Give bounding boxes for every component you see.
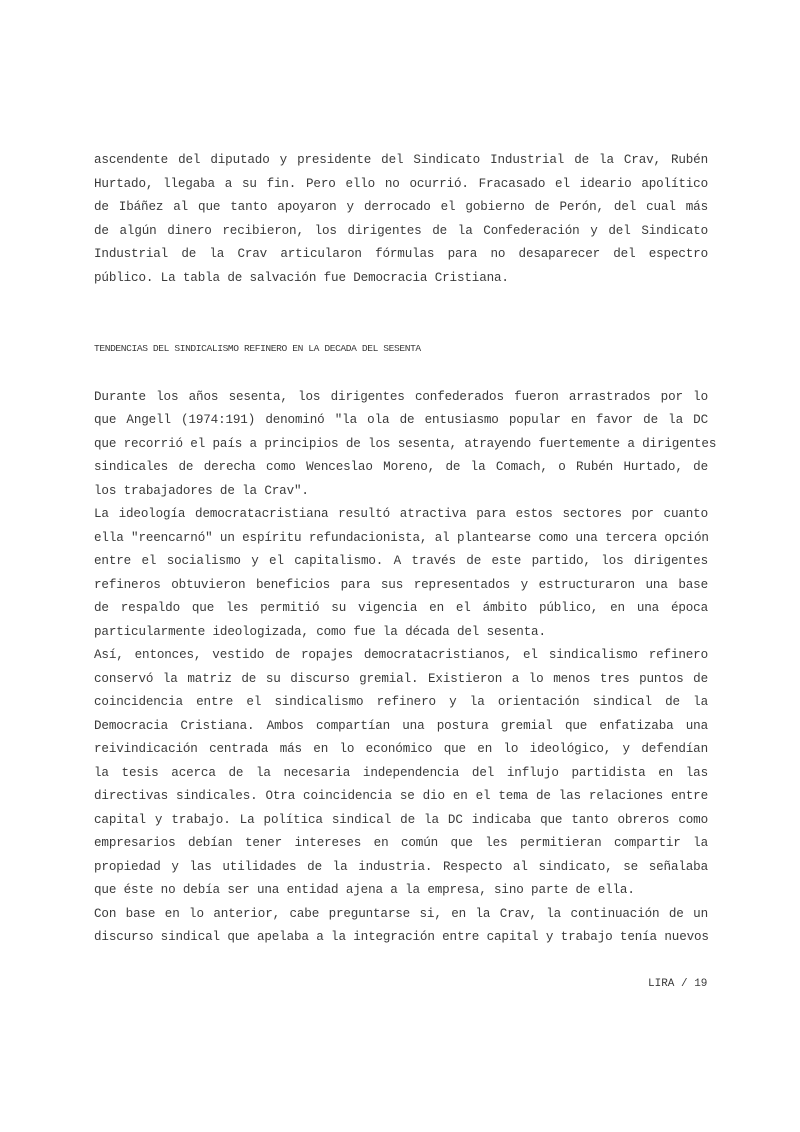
body-line: Democracia Cristiana. Ambos compartían una postura gremial que enfatizaba una xyxy=(94,719,708,733)
intro-line: público. La tabla de salvación fue Democracia Cristiana. xyxy=(94,271,509,285)
body-line: Con base en lo anterior, cabe preguntarse si, en la Crav, la continuación de un xyxy=(94,907,708,921)
section-heading: TENDENCIAS DEL SINDICALISMO REFINERO EN LA DECADA DEL SESENTA xyxy=(94,343,421,354)
body-line: que Angell (1974:191) denominó "la ola de entusiasmo popular en favor de la DC xyxy=(94,413,708,427)
body-line: ella "reencarnó" un espíritu refundacionista, al plantearse como una tercera opción xyxy=(94,531,709,545)
body-line: refineros obtuvieron beneficios para sus representados y estructuraron una base xyxy=(94,578,708,592)
body-line: particularmente ideologizada, como fue la década del sesenta. xyxy=(94,625,546,639)
body-line: propiedad y las utilidades de la industria. Respecto al sindicato, se señalaba xyxy=(94,860,708,874)
body-line: conservó la matriz de su discurso gremial. Existieron a lo menos tres puntos de xyxy=(94,672,708,686)
intro-line: Industrial de la Crav articularon fórmulas para no desaparecer del espectro xyxy=(94,247,708,261)
body-line: capital y trabajo. La política sindical de la DC indicaba que tanto obreros como xyxy=(94,813,708,827)
body-line: que recorrió el país a principios de los sesenta, atrayendo fuertemente a dirigentes xyxy=(94,437,717,451)
body-line: empresarios debían tener intereses en común que les permitieran compartir la xyxy=(94,836,708,850)
body-line: La ideología democratacristiana resultó atractiva para estos sectores por cuanto xyxy=(94,507,708,521)
body-line: sindicales de derecha como Wenceslao Moreno, de la Comach, o Rubén Hurtado, de xyxy=(94,460,708,474)
body-line: reivindicación centrada más en lo económico que en lo ideológico, y defendían xyxy=(94,742,708,756)
body-line: la tesis acerca de la necesaria independencia del influjo partidista en las xyxy=(94,766,708,780)
intro-line: de algún dinero recibieron, los dirigentes de la Confederación y del Sindicato xyxy=(94,224,708,238)
body-line: coincidencia entre el sindicalismo refinero y la orientación sindical de la xyxy=(94,695,708,709)
body-line: de respaldo que les permitió su vigencia en el ámbito público, en una época xyxy=(94,601,708,615)
body-line: Así, entonces, vestido de ropajes democratacristianos, el sindicalismo refinero xyxy=(94,648,708,662)
body-line: que éste no debía ser una entidad ajena a la empresa, sino parte de ella. xyxy=(94,883,635,897)
body-line: entre el socialismo y el capitalismo. A través de este partido, los dirigentes xyxy=(94,554,708,568)
page-number: LIRA / 19 xyxy=(648,978,708,990)
body-line: los trabajadores de la Crav". xyxy=(94,484,309,498)
body-line: discurso sindical que apelaba a la integración entre capital y trabajo tenía nuevos xyxy=(94,930,709,944)
body-line: Durante los años sesenta, los dirigentes confederados fueron arrastrados por lo xyxy=(94,390,708,404)
intro-line: Hurtado, llegaba a su fin. Pero ello no ocurrió. Fracasado el ideario apolítico xyxy=(94,177,708,191)
body-line: directivas sindicales. Otra coincidencia se dio en el tema de las relaciones entre xyxy=(94,789,708,803)
intro-line: ascendente del diputado y presidente del Sindicato Industrial de la Crav, Rubén xyxy=(94,153,708,167)
intro-line: de Ibáñez al que tanto apoyaron y derrocado el gobierno de Perón, del cual más xyxy=(94,200,708,214)
